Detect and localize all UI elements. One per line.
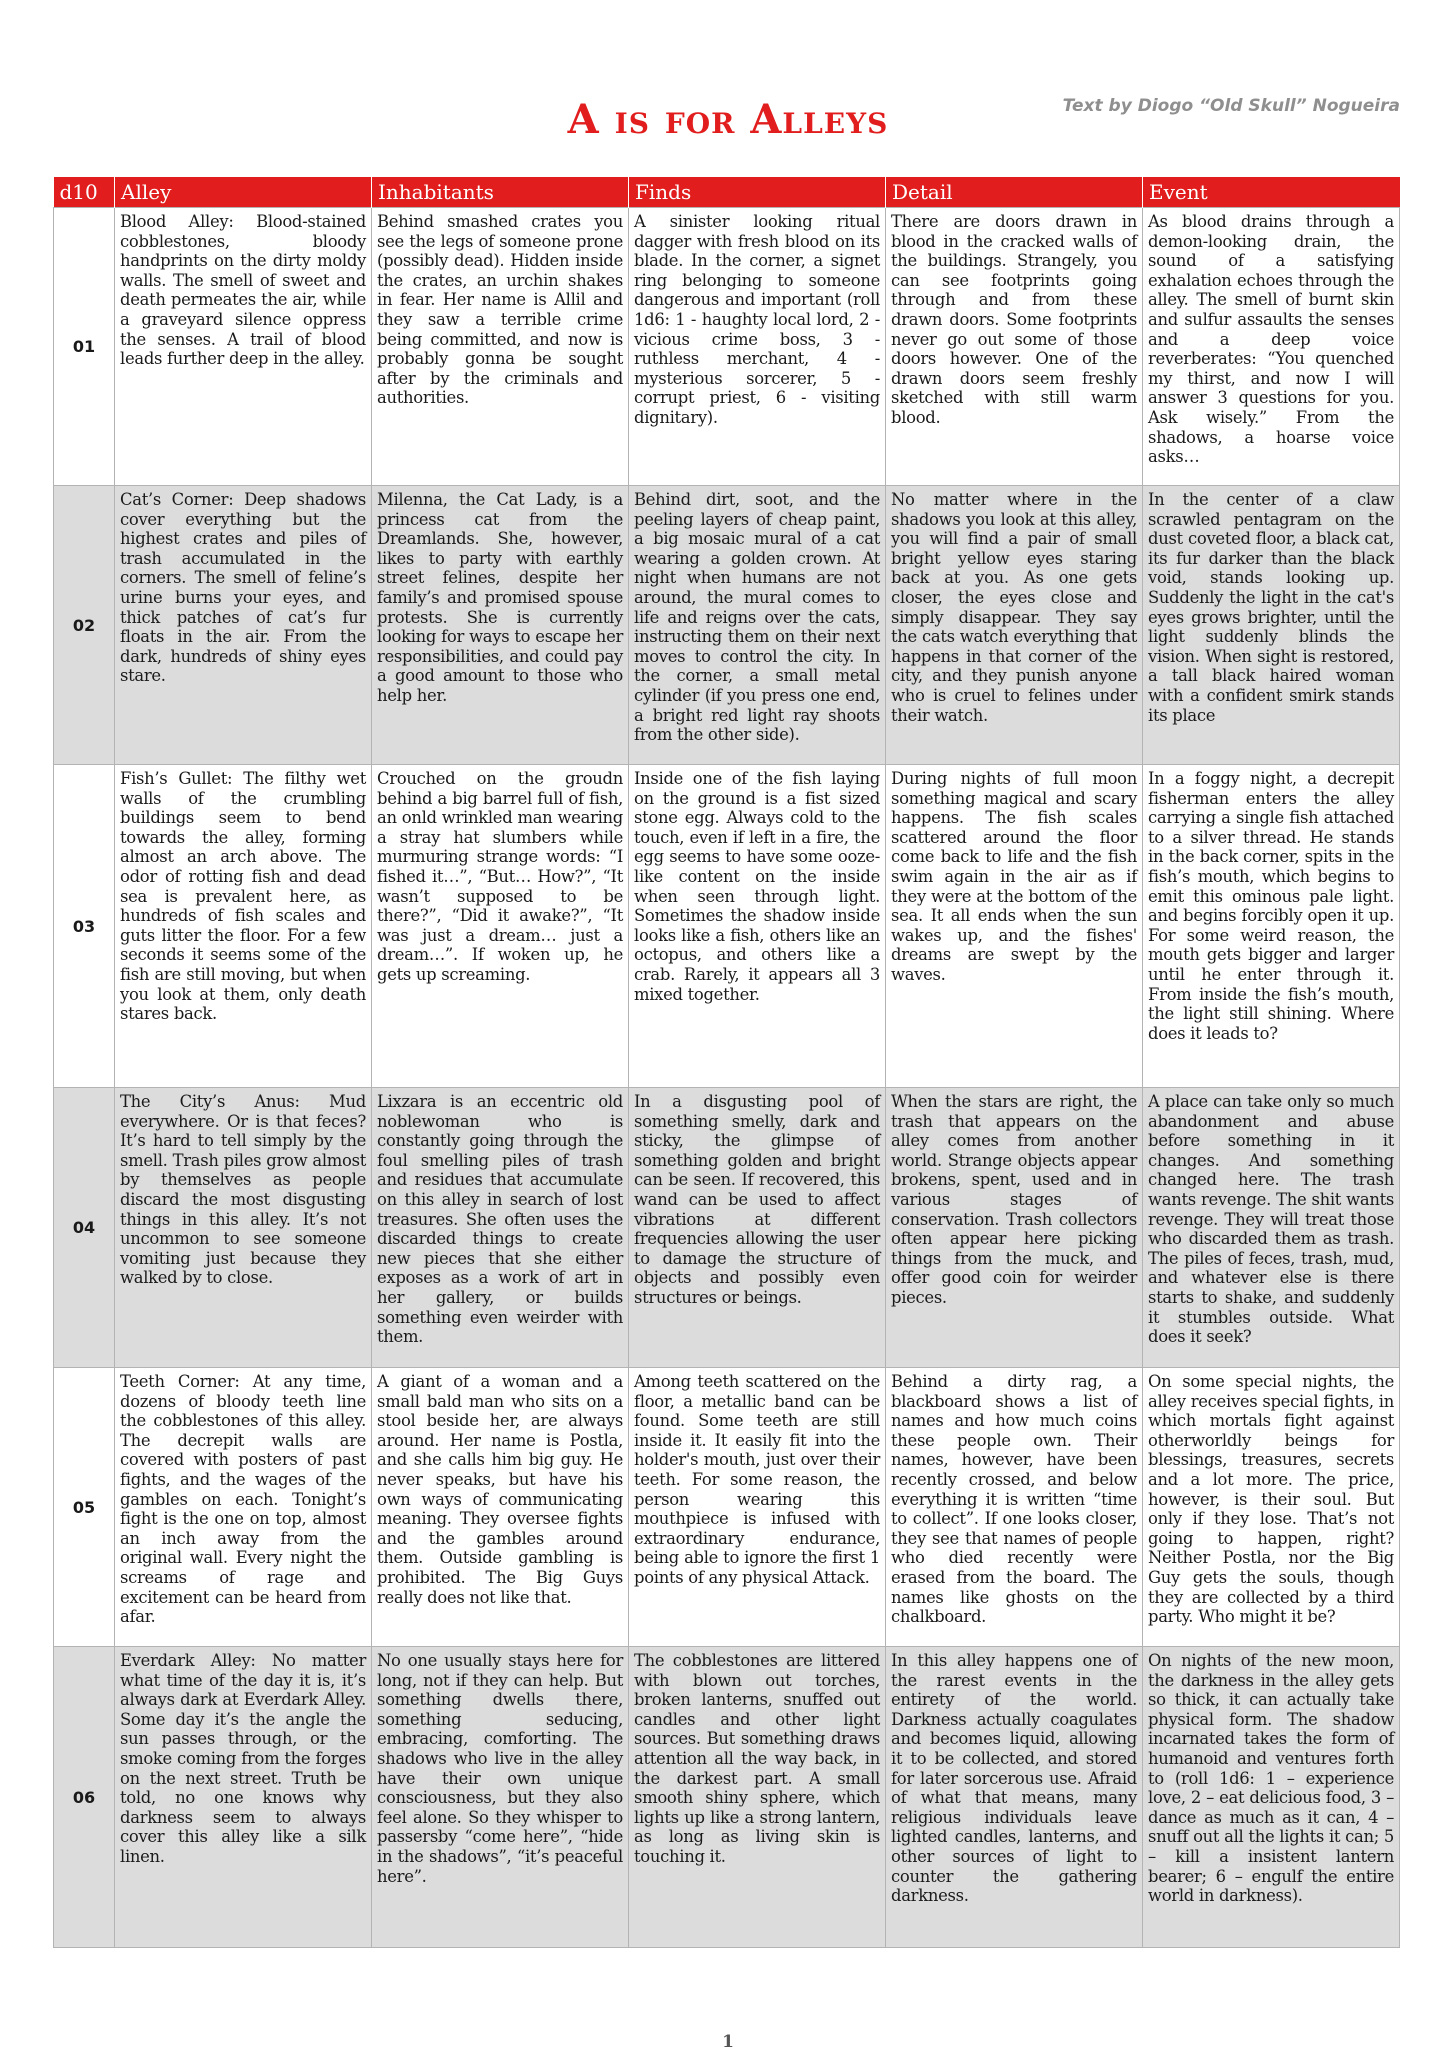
finds-cell: In a disgusting pool of something smelly, dark and sticky, the glimpse of something golden and bright can be seen. If recovered, this wand can be used to affect vibrations at different frequencies allowing the user to damage the structure of objects and possibly even structures or beings. [629,1088,886,1368]
inhabitants-cell: Lixzara is an eccentric old noblewoman who is constantly going through the foul smelling piles of trash and residues that accumulate on this alley in search of lost treasures. She often uses the discarded things to create new pieces that she either exposes as a work of art in her gallery, or builds something even weirder with them. [372,1088,629,1368]
page-title: A is for Alleys [567,96,889,143]
event-cell: In the center of a claw scrawled pentagram on the dust coveted floor, a black cat, its fur darker than the black void, stands looking up. Suddenly the light in the cat's eyes grows brighter, until the light suddenly blinds the vision. When sight is restored, a tall black haired woman with a confident smirk stands its place [1143,486,1400,765]
table-header-row [54,177,1400,208]
alleys-table [53,177,1400,1948]
finds-cell: The cobblestones are littered with blown out torches, broken lanterns, snuffed out candles and other light sources. But something draws attention all the way back, in the darkest part. A small smooth shiny sphere, which lights up like a strong lantern, as long as living skin is touching it. [629,1647,886,1948]
page-number: 1 [722,2032,734,2052]
table-row [54,486,1400,765]
finds-cell: A sinister looking ritual dagger with fresh blood on its blade. In the corner, a signet ring belonging to someone dangerous and important (roll 1d6: 1 - haughty local lord, 2 - vicious crime boss, 3 - ruthless merchant, 4 - mysterious sorcerer, 5 - corrupt priest, 6 - visiting dignitary). [629,208,886,486]
header-d10: d10 [54,177,115,208]
header-inhabitants: Inhabitants [372,177,629,208]
alley-cell: Blood Alley: Blood-stained cobblestones, bloody handprints on the dirty moldy walls. The smell of sweet and death permeates the air, while a graveyard silence oppress the senses. A trail of blood leads further deep in the alley. [115,208,372,486]
finds-cell: Inside one of the fish laying on the ground is a fist sized stone egg. Always cold to the touch, even if left in a fire, the egg seems to have some ooze-like content on the inside when seen through light. Sometimes the shadow inside looks like a fish, others like an octopus, and others like a crab. Rarely, it appears all 3 mixed together. [629,765,886,1088]
alley-cell: Everdark Alley: No matter what time of the day it is, it’s always dark at Everdark Alley. Some day it’s the angle the sun passes through, or the smoke coming from the forges on the next street. Truth be told, no one knows why darkness seem to always cover this alley like a silk linen. [115,1647,372,1948]
event-cell: On nights of the new moon, the darkness in the alley gets so thick, it can actually take physical form. The shadow incarnated takes the form of humanoid and ventures forth to (roll 1d6: 1 – experience love, 2 – eat delicious food, 3 – dance as much as it can, 4 – snuff out all the lights it can; 5 – kill a insistent lantern bearer; 6 – engulf the entire world in darkness). [1143,1647,1400,1948]
row-number: 03 [54,765,115,1088]
alley-cell: The City’s Anus: Mud everywhere. Or is that feces? It’s hard to tell simply by the smell. Trash piles grow almost by themselves as people discard the most disgusting things in this alley. It’s not uncommon to see someone vomiting just because they walked by to close. [115,1088,372,1368]
inhabitants-cell: Behind smashed crates you see the legs of someone prone (possibly dead). Hidden inside the crates, an urchin shakes in fear. Her name is Allil and they saw a terrible crime being committed, and now is probably gonna be sought after by the criminals and authorities. [372,208,629,486]
alley-cell: Fish’s Gullet: The filthy wet walls of the crumbling buildings seem to bend towards the alley, forming almost an arch above. The odor of rotting fish and dead sea is prevalent here, as hundreds of fish scales and guts litter the floor. For a few seconds it seems some of the fish are still moving, but when you look at them, only death stares back. [115,765,372,1088]
row-number: 01 [54,208,115,486]
alley-cell: Teeth Corner: At any time, dozens of bloody teeth line the cobblestones of this alley. The decrepit walls are covered with posters of past fights, and the wages of the gambles on each. Tonight’s fight is the one on top, almost an inch away from the original wall. Every night the screams of rage and excitement can be heard from afar. [115,1368,372,1647]
author-byline: Text by Diogo “Old Skull” Nogueira [1062,96,1400,116]
inhabitants-cell: Crouched on the groudn behind a big barrel full of fish, an onld wrinkled man wearing a stray hat slumbers while murmuring strange words: “I fished it…”, “But… How?”, “It wasn’t supposed to be there?”, “Did it awake?”, “It was just a dream… just a dream…”. If woken up, he gets up screaming. [372,765,629,1088]
detail-cell: In this alley happens one of the rarest events in the entirety of the world. Darkness actually coagulates and becomes liquid, allowing it to be collected, and stored for later sorcerous use. Afraid of what that means, many religious individuals leave lighted candles, lanterns, and other sources of light to counter the gathering darkness. [886,1647,1143,1948]
detail-cell: During nights of full moon something magical and scary happens. The fish scales scattered around the floor come back to life and the fish swim again in the air as if they were at the bottom of the sea. It all ends when the sun wakes up, and the fishes' dreams are swept by the waves. [886,765,1143,1088]
header-alley: Alley [115,177,372,208]
finds-cell: Behind dirt, soot, and the peeling layers of cheap paint, a big mosaic mural of a cat wearing a golden crown. At night when humans are not around, the mural comes to life and reigns over the cats, instructing them on their next moves to control the city. In the corner, a small metal cylinder (if you press one end, a bright red light ray shoots from the other side). [629,486,886,765]
header-event: Event [1143,177,1400,208]
event-cell: In a foggy night, a decrepit fisherman enters the alley carrying a single fish attached to a silver thread. He stands in the back corner, spits in the fish’s mouth, which begins to emit this ominous pale light. and begins forcibly open it up. For some weird reason, the mouth gets bigger and larger until he enter through it. From inside the fish’s mouth, the light still shining. Where does it leads to? [1143,765,1400,1088]
alley-cell: Cat’s Corner: Deep shadows cover everything but the highest crates and piles of trash accumulated in the corners. The smell of feline’s urine burns your eyes, and thick patches of cat’s fur floats in the air. From the dark, hundreds of shiny eyes stare. [115,486,372,765]
detail-cell: No matter where in the shadows you look at this alley, you will find a pair of small bright yellow eyes staring back at you. As one gets closer, the eyes close and simply disappear. They say the cats watch everything that happens in that corner of the city, and they punish anyone who is cruel to felines under their watch. [886,486,1143,765]
inhabitants-cell: A giant of a woman and a small bald man who sits on a stool beside her, are always around. Her name is Postla, and she calls him big guy. He never speaks, but have his own ways of communicating meaning. They oversee fights and the gambles around them. Outside gambling is prohibited. The Big Guys really does not like that. [372,1368,629,1647]
row-number: 02 [54,486,115,765]
header-detail: Detail [886,177,1143,208]
table-row [54,1088,1400,1368]
event-cell: On some special nights, the alley receives special fights, in which mortals fight against otherworldly beings for blessings, treasures, secrets and a lot more. The price, however, is their soul. But only if they lose. That’s not going to happen, right? Neither Postla, nor the Big Guy gets the souls, though they are collected by a third party. Who might it be? [1143,1368,1400,1647]
inhabitants-cell: Milenna, the Cat Lady, is a princess cat from the Dreamlands. She, however, likes to party with earthly street felines, despite her family’s and promised spouse protests. She is currently looking for ways to escape her responsibilities, and could pay a good amount to those who help her. [372,486,629,765]
table-row [54,765,1400,1088]
detail-cell: There are doors drawn in blood in the cracked walls of the buildings. Strangely, you can see footprints going through and from these drawn doors. Some footprints never go out some of those doors however. One of the drawn doors seem freshly sketched with still warm blood. [886,208,1143,486]
row-number: 06 [54,1647,115,1948]
header-finds: Finds [629,177,886,208]
finds-cell: Among teeth scattered on the floor, a metallic band can be found. Some teeth are still inside it. It easily fit into the holder's mouth, just over their teeth. For some reason, the person wearing this mouthpiece is infused with extraordinary endurance, being able to ignore the first 1 points of any physical Attack. [629,1368,886,1647]
event-cell: A place can take only so much abandonment and abuse before something in it changes. And something changed here. The trash wants revenge. The shit wants revenge. They will treat those who discarded them as trash. The piles of feces, trash, mud, and whatever else is there starts to shake, and suddenly it stumbles outside. What does it seek? [1143,1088,1400,1368]
detail-cell: When the stars are right, the trash that appears on the alley comes from another world. Strange objects appear brokens, spent, used and in various stages of conservation. Trash collectors often appear here picking things from the muck, and offer good coin for weirder pieces. [886,1088,1143,1368]
inhabitants-cell: No one usually stays here for long, not if they can help. But something dwells there, something seducing, embracing, comforting. The shadows who live in the alley have their own unique consciousness, but they also feel alone. So they whisper to passersby “come here”, “hide in the shadows”, “it’s peaceful here”. [372,1647,629,1948]
table-row [54,208,1400,486]
table-row [54,1368,1400,1647]
row-number: 04 [54,1088,115,1368]
row-number: 05 [54,1368,115,1647]
table-row [54,1647,1400,1948]
event-cell: As blood drains through a demon-looking drain, the sound of a satisfying exhalation echoes through the alley. The smell of burnt skin and sulfur assaults the senses and a deep voice reverberates: “You quenched my thirst, and now I will answer 3 questions for you. Ask wisely.” From the shadows, a hoarse voice asks… [1143,208,1400,486]
detail-cell: Behind a dirty rag, a blackboard shows a list of names and how much coins these people own. Their names, however, have been recently crossed, and below everything it is written “time to collect”. If one looks closer, they see that names of people who died recently were erased from the board. The names like ghosts on the chalkboard. [886,1368,1143,1647]
